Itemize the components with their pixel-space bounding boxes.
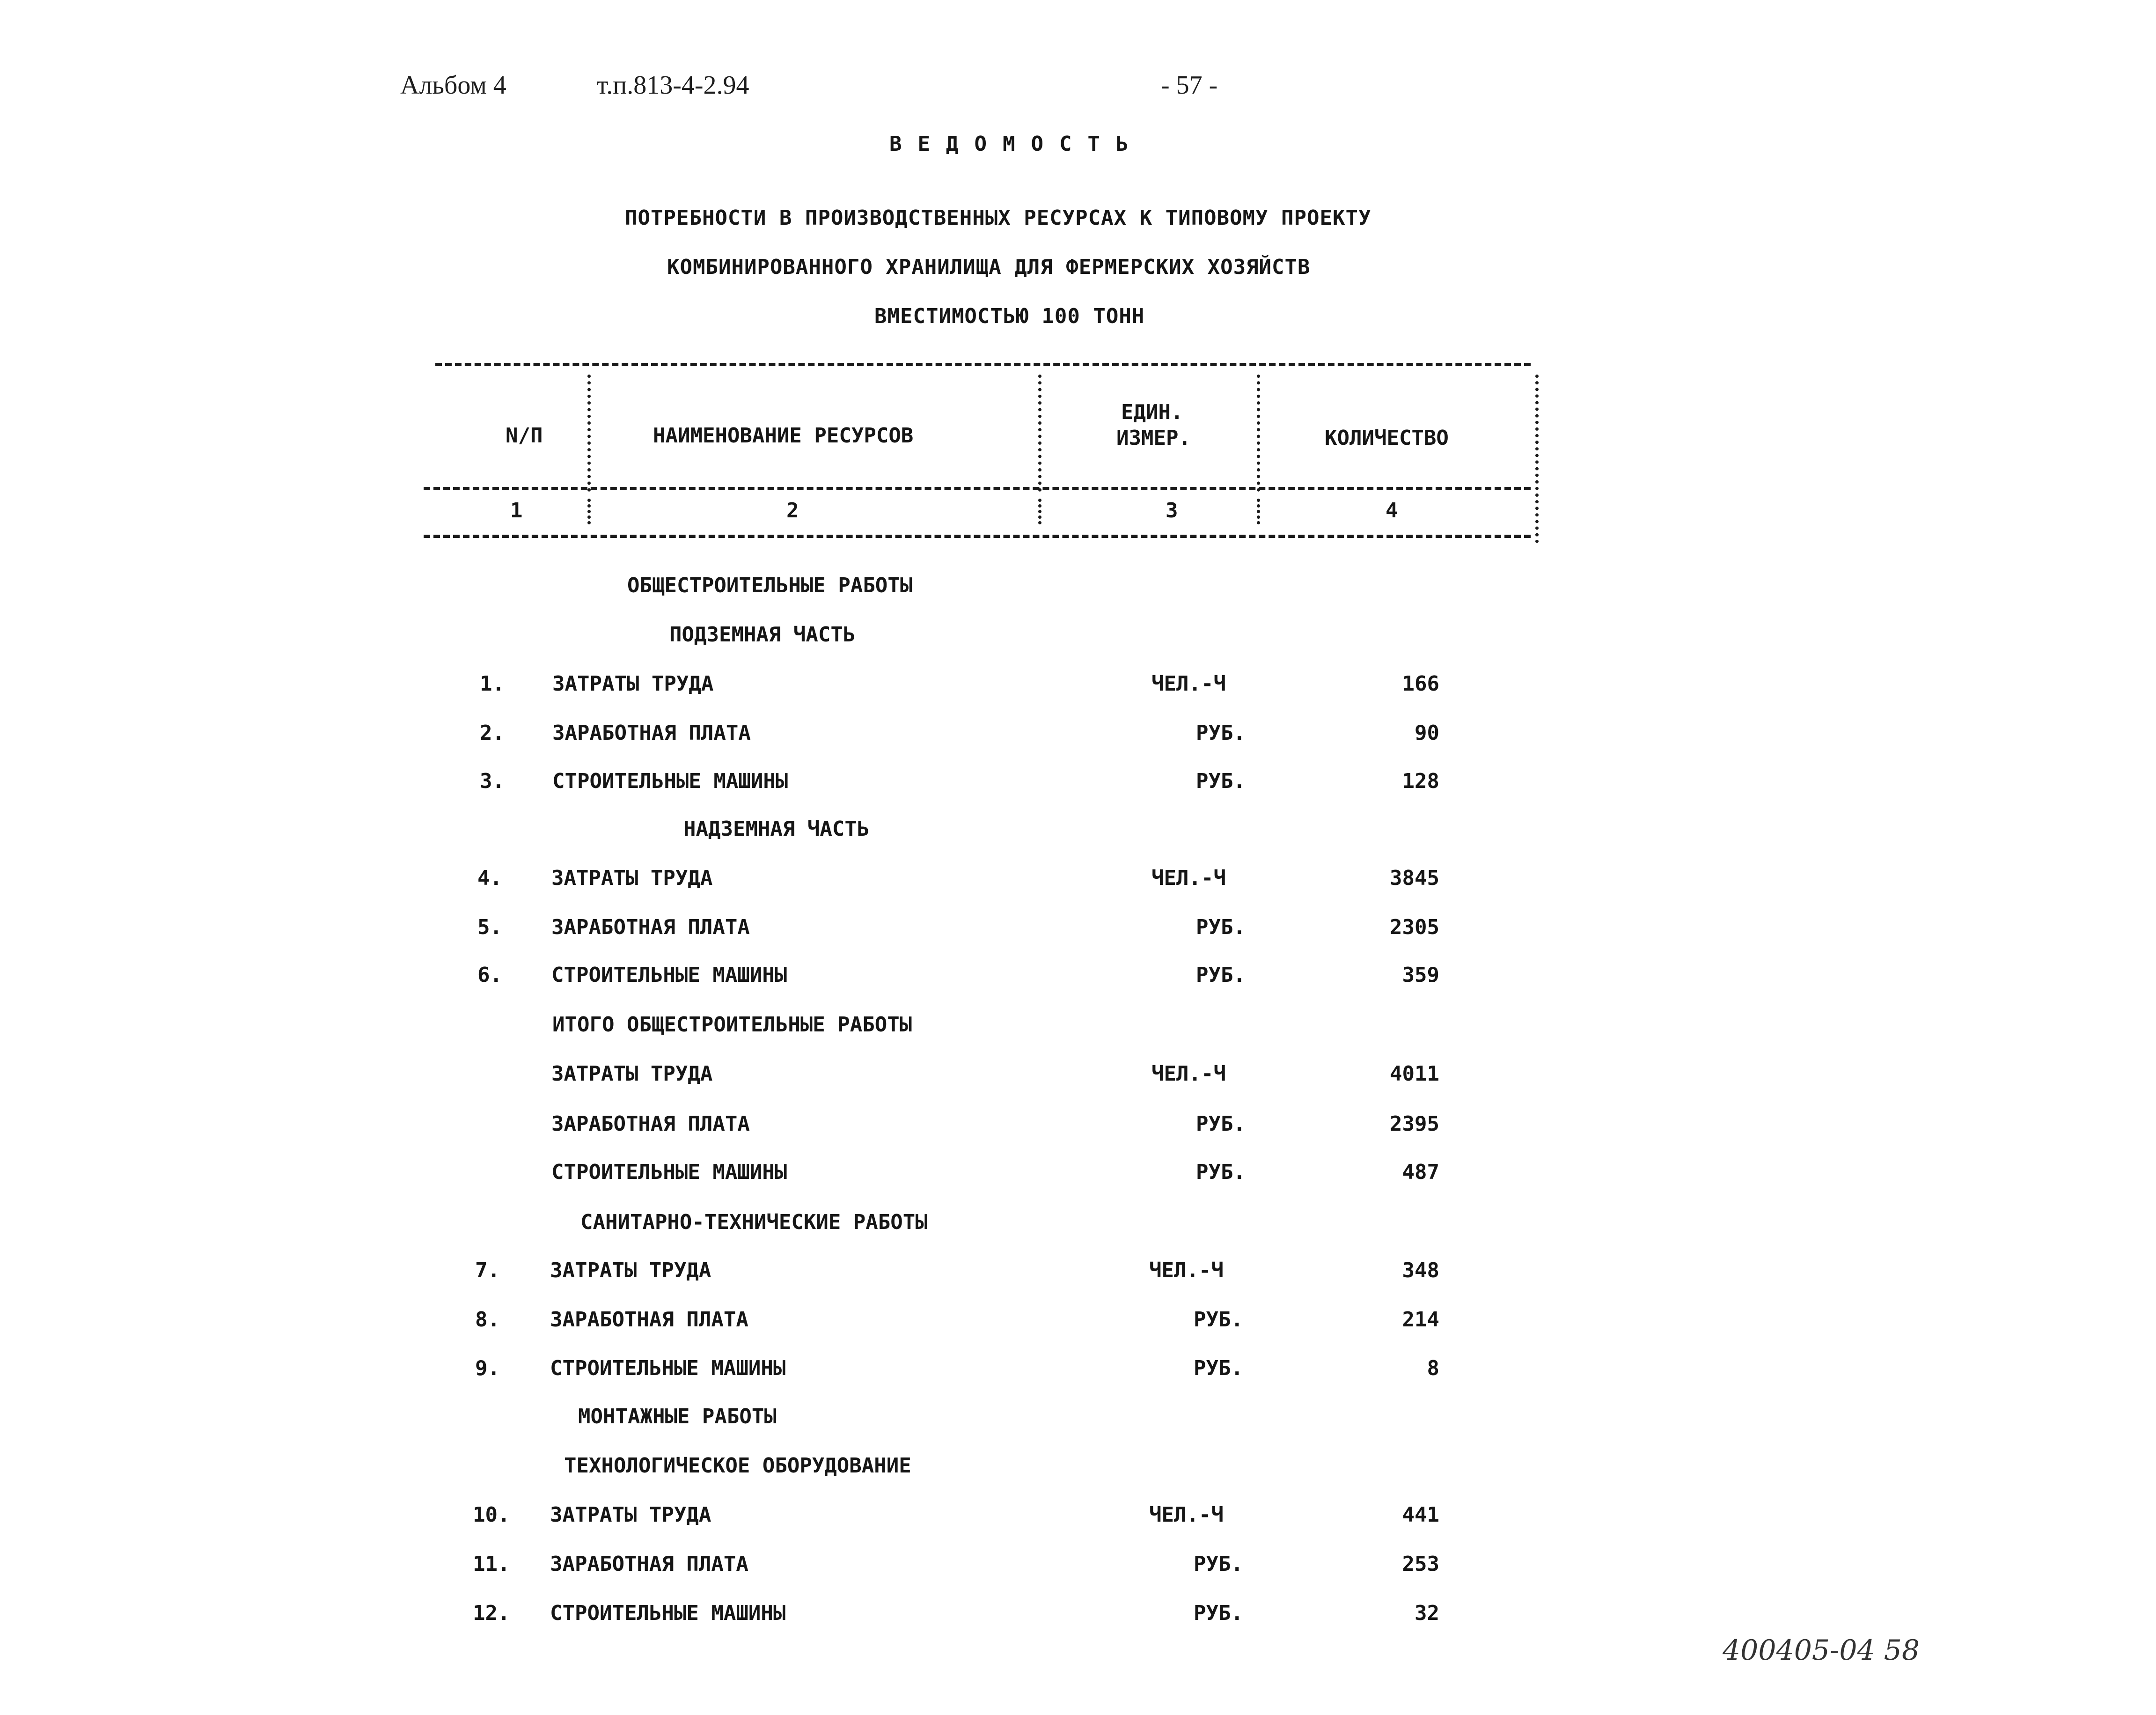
row-resource-name: ЗАТРАТЫ ТРУДА: [551, 866, 713, 890]
row-quantity: 487: [1402, 1160, 1439, 1184]
row-unit: РУБ.: [1196, 721, 1246, 745]
title-line-3: ВМЕСТИМОСТЬЮ 100 ТОНН: [874, 304, 1145, 328]
column-separator: [1038, 499, 1041, 524]
row-quantity: 32: [1415, 1601, 1439, 1625]
header-col-number: N/П: [506, 424, 543, 448]
row-unit: ЧЕЛ.-Ч: [1151, 866, 1226, 890]
handwritten-inventory-number: 400405-04 58: [1723, 1634, 1920, 1667]
row-number: 11.: [473, 1552, 510, 1576]
column-separator: [587, 375, 591, 492]
row-resource-name: ЗАРАБОТНАЯ ПЛАТА: [550, 1308, 748, 1332]
column-number-4: 4: [1386, 499, 1398, 523]
row-number: 3.: [480, 769, 505, 793]
header-col-quantity: КОЛИЧЕСТВО: [1325, 426, 1449, 450]
section-general-construction: ОБЩЕСТРОИТЕЛЬНЫЕ РАБОТЫ: [627, 574, 913, 597]
row-resource-name: ЗАТРАТЫ ТРУДА: [552, 672, 714, 696]
row-number: 6.: [477, 963, 502, 987]
section-aboveground-part: НАДЗЕМНАЯ ЧАСТЬ: [683, 817, 870, 841]
row-number: 9.: [475, 1356, 500, 1380]
row-unit: РУБ.: [1196, 1160, 1246, 1184]
title-line-1: ПОТРЕБНОСТИ В ПРОИЗВОДСТВЕННЫХ РЕСУРСАХ К ТИПОВОМУ ПРОЕКТУ: [625, 206, 1371, 230]
row-resource-name: ЗАРАБОТНАЯ ПЛАТА: [551, 1112, 750, 1136]
row-number: 8.: [475, 1308, 500, 1332]
column-number-3: 3: [1166, 499, 1178, 523]
row-quantity: 214: [1402, 1308, 1439, 1332]
section-underground-part: ПОДЗЕМНАЯ ЧАСТЬ: [669, 623, 856, 647]
project-code: т.п.813-4-2.94: [597, 71, 749, 100]
header-col-unit-line1: ЕДИН.: [1121, 400, 1183, 424]
header-col-unit-line2: ИЗМЕР.: [1116, 426, 1191, 450]
row-unit: РУБ.: [1196, 963, 1246, 987]
row-resource-name: ЗАТРАТЫ ТРУДА: [550, 1259, 711, 1282]
column-number-2: 2: [786, 499, 799, 523]
row-quantity: 8: [1427, 1356, 1439, 1380]
row-unit: ЧЕЛ.-Ч: [1149, 1259, 1224, 1282]
row-quantity: 359: [1402, 963, 1439, 987]
row-resource-name: ЗАТРАТЫ ТРУДА: [550, 1503, 711, 1527]
row-number: 5.: [477, 915, 502, 939]
row-quantity: 441: [1402, 1503, 1439, 1527]
section-general-total: ИТОГО ОБЩЕСТРОИТЕЛЬНЫЕ РАБОТЫ: [552, 1013, 912, 1037]
row-resource-name: СТРОИТЕЛЬНЫЕ МАШИНЫ: [550, 1601, 786, 1625]
row-unit: РУБ.: [1194, 1356, 1243, 1380]
row-resource-name: СТРОИТЕЛЬНЫЕ МАШИНЫ: [550, 1356, 786, 1380]
header-bottom-rule: [424, 535, 1531, 538]
row-quantity: 128: [1402, 769, 1439, 793]
album-label: Альбом 4: [400, 71, 506, 100]
section-sanitary-works: САНИТАРНО-ТЕХНИЧЕСКИЕ РАБОТЫ: [580, 1210, 928, 1234]
header-top-rule: [435, 363, 1531, 366]
row-number: 2.: [480, 721, 505, 745]
section-technological-equipment: ТЕХНОЛОГИЧЕСКОЕ ОБОРУДОВАНИЕ: [564, 1454, 911, 1478]
row-quantity: 4011: [1390, 1062, 1439, 1086]
row-number: 4.: [477, 866, 502, 890]
row-quantity: 166: [1402, 672, 1439, 696]
row-unit: ЧЕЛ.-Ч: [1151, 1062, 1226, 1086]
row-unit: РУБ.: [1194, 1601, 1243, 1625]
row-resource-name: ЗАРАБОТНАЯ ПЛАТА: [552, 721, 751, 745]
column-separator: [1038, 375, 1041, 492]
row-unit: РУБ.: [1196, 1112, 1246, 1136]
row-unit: ЧЕЛ.-Ч: [1151, 672, 1226, 696]
row-number: 12.: [473, 1601, 510, 1625]
row-resource-name: ЗАРАБОТНАЯ ПЛАТА: [550, 1552, 748, 1576]
title-line-2: КОМБИНИРОВАННОГО ХРАНИЛИЩА ДЛЯ ФЕРМЕРСКИХ ХОЗЯЙСТВ: [667, 255, 1311, 279]
header-col-name: НАИМЕНОВАНИЕ РЕСУРСОВ: [653, 424, 914, 448]
row-quantity: 253: [1402, 1552, 1439, 1576]
row-unit: ЧЕЛ.-Ч: [1149, 1503, 1224, 1527]
row-number: 1.: [480, 672, 505, 696]
row-unit: РУБ.: [1196, 915, 1246, 939]
header-mid-rule: [424, 487, 1531, 490]
row-quantity: 3845: [1390, 866, 1439, 890]
row-unit: РУБ.: [1194, 1552, 1243, 1576]
page-number: - 57 -: [1161, 71, 1218, 100]
row-resource-name: СТРОИТЕЛЬНЫЕ МАШИНЫ: [552, 769, 788, 793]
row-resource-name: ЗАТРАТЫ ТРУДА: [551, 1062, 713, 1086]
row-quantity: 90: [1415, 721, 1439, 745]
column-separator: [1535, 375, 1539, 543]
column-number-1: 1: [510, 499, 523, 523]
column-separator: [587, 499, 591, 524]
row-resource-name: СТРОИТЕЛЬНЫЕ МАШИНЫ: [551, 1160, 787, 1184]
row-quantity: 2305: [1390, 915, 1439, 939]
column-separator: [1257, 375, 1260, 492]
section-installation-works: МОНТАЖНЫЕ РАБОТЫ: [578, 1405, 777, 1428]
row-unit: РУБ.: [1194, 1308, 1243, 1332]
row-quantity: 348: [1402, 1259, 1439, 1282]
row-number: 10.: [473, 1503, 510, 1527]
column-separator: [1257, 499, 1260, 524]
row-number: 7.: [475, 1259, 500, 1282]
document-heading: ВЕДОМОСТЬ: [889, 132, 1144, 156]
row-resource-name: ЗАРАБОТНАЯ ПЛАТА: [551, 915, 750, 939]
row-quantity: 2395: [1390, 1112, 1439, 1136]
row-unit: РУБ.: [1196, 769, 1246, 793]
row-resource-name: СТРОИТЕЛЬНЫЕ МАШИНЫ: [551, 963, 787, 987]
